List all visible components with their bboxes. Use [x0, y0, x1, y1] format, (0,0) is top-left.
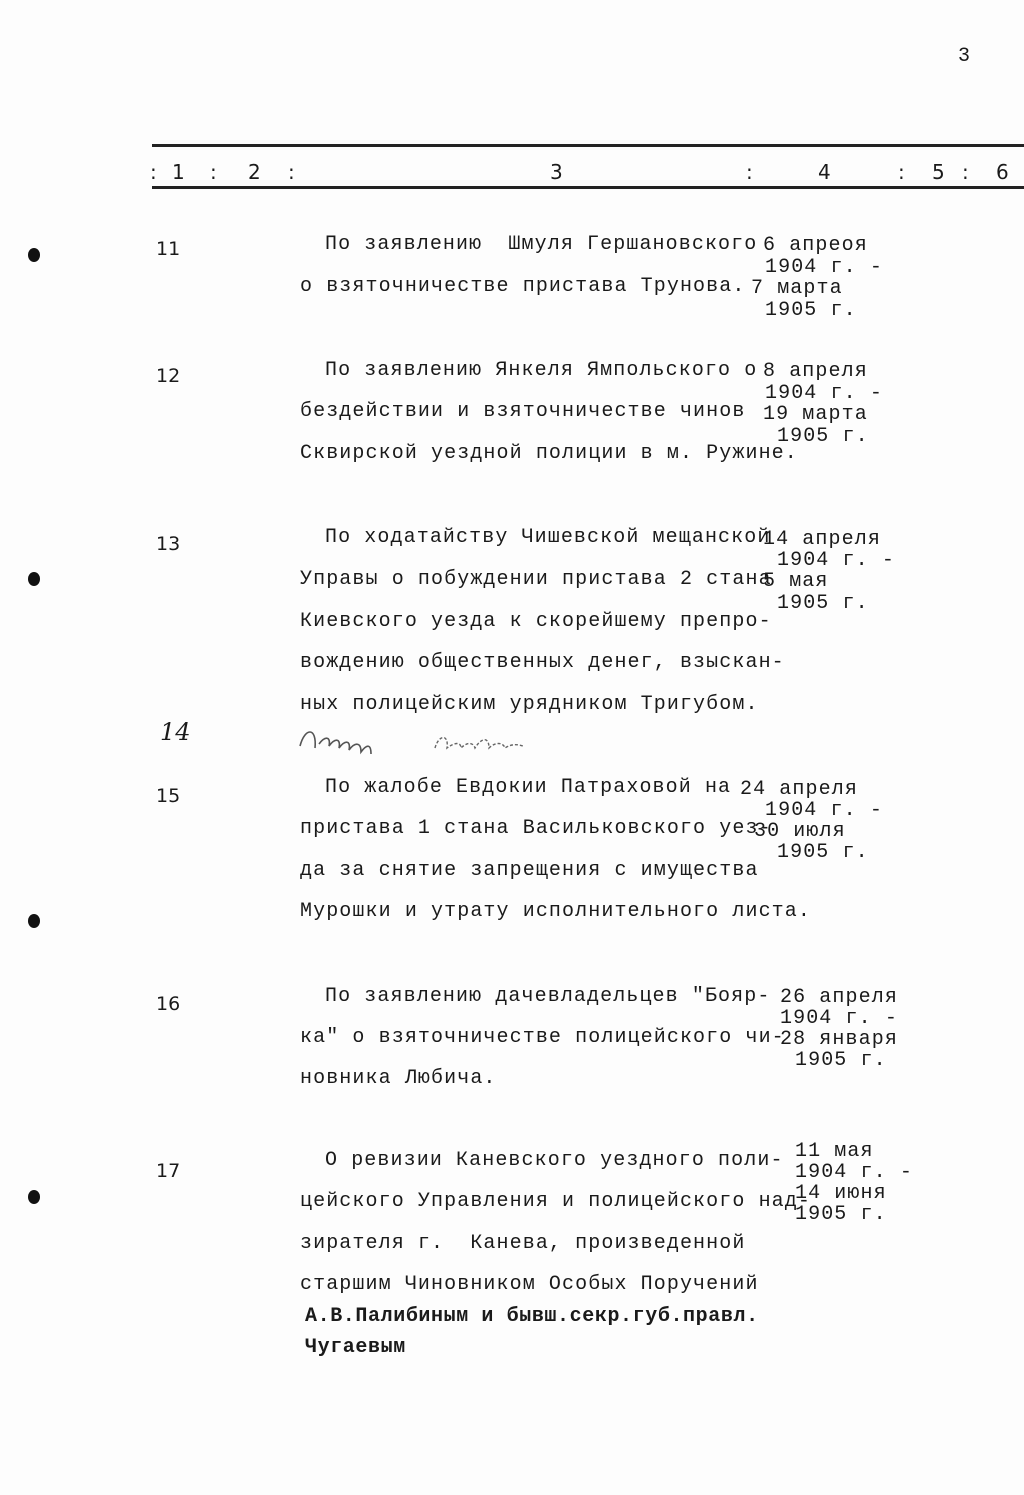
entry-date-line: 14 апреля [763, 528, 881, 551]
entry-date-line: 1905 г. [777, 425, 869, 448]
binder-hole-mark [28, 914, 40, 928]
entry-number: 15 [156, 785, 181, 807]
table-header-bottom-rule [152, 186, 1024, 189]
entry-date-line: 1905 г. [795, 1203, 887, 1226]
header-column-label: : [898, 160, 905, 184]
entry-date-line: 1905 г. [777, 592, 869, 615]
entry-description-line: вождению общественных денег, взыскан- [300, 651, 785, 674]
entry-date-line: 1904 г. - [765, 799, 883, 822]
entry-description-line: Киевского уезда к скорейшему препро- [300, 610, 772, 633]
entry-description-line: цейского Управления и полицейского над- [300, 1190, 811, 1213]
entry-date-line: 1904 г. - [780, 1007, 898, 1030]
entry-description-line: зирателя г. Канева, произведенной [300, 1232, 746, 1255]
entry-date-line: 8 апреля [763, 360, 868, 383]
entry-date-line: 6 апреоя [763, 234, 868, 257]
entry-description-line: По заявлению дачевладельцев "Бояр- [325, 985, 771, 1008]
entry-description-line: да за снятие запрещения с имущества [300, 859, 759, 882]
header-column-label: 3 [550, 160, 563, 184]
entry-date-line: 1904 г. - [795, 1161, 913, 1184]
entry-description-line: ных полицейским урядником Тригубом. [300, 693, 759, 716]
entry-date-line: 1905 г. [795, 1049, 887, 1072]
header-column-label: : [962, 160, 969, 184]
header-column-label: : [746, 160, 753, 184]
entry-date-line: 1904 г. - [777, 549, 895, 572]
entry-description-line: По заявлению Шмуля Гершановского [325, 233, 758, 256]
entry-description-line: новника Любича. [300, 1067, 497, 1090]
entry-description-line: ка" о взяточничестве полицейского чи- [300, 1026, 785, 1049]
header-column-label: 6 [996, 160, 1009, 184]
entry-description-line: О ревизии Каневского уездного поли- [325, 1149, 784, 1172]
entry-date-line: 1905 г. [777, 841, 869, 864]
handwritten-entry-number: 14 [160, 718, 191, 746]
entry-date-line: 1904 г. - [765, 382, 883, 405]
header-column-label: 2 [248, 160, 261, 184]
header-column-label: 4 [818, 160, 831, 184]
table-header-top-rule [152, 144, 1024, 147]
entry-description-line: По заявлению Янкеля Ямпольского о [325, 359, 758, 382]
page-number: 3 [958, 45, 972, 68]
entry-number: 17 [156, 1160, 181, 1182]
entry-date-line: 1904 г. - [765, 256, 883, 279]
entry-description-line: пристава 1 стана Васильковского уез- [300, 817, 772, 840]
entry-date-line: 30 июля [754, 820, 846, 843]
binder-hole-mark [28, 1190, 40, 1204]
entry-description-line: А.В.Палибиным и бывш.секр.губ.правл. [305, 1305, 759, 1328]
entry-date-line: 24 апреля [740, 778, 858, 801]
entry-description-line: Сквирской уездной полиции в м. Ружине. [300, 442, 798, 465]
header-column-label: : [150, 160, 157, 184]
entry-date-line: 1905 г. [765, 299, 857, 322]
binder-hole-mark [28, 572, 40, 586]
entry-date-line: 7 марта [751, 277, 843, 300]
entry-description-line: По ходатайству Чишевской мещанской [325, 526, 771, 549]
entry-number: 16 [156, 993, 181, 1015]
handwritten-signature-scribble [295, 722, 575, 756]
entry-number: 12 [156, 365, 181, 387]
entry-number: 11 [156, 238, 181, 260]
entry-description-line: старшим Чиновником Особых Поручений [300, 1273, 759, 1296]
entry-date-line: 28 января [780, 1028, 898, 1051]
entry-description-line: о взяточничестве пристава Трунова. [300, 275, 746, 298]
header-column-label: : [288, 160, 295, 184]
header-column-label: 5 [932, 160, 945, 184]
header-column-label: : [210, 160, 217, 184]
entry-date-line: 14 июня [795, 1182, 887, 1205]
header-column-label: 1 [172, 160, 185, 184]
entry-description-line: По жалобе Евдокии Патраховой на [325, 776, 732, 799]
entry-date-line: 26 апреля [780, 986, 898, 1009]
entry-description-line: Управы о побуждении пристава 2 стана [300, 568, 772, 591]
entry-date-line: 19 марта [763, 403, 868, 426]
entry-number: 13 [156, 533, 181, 555]
entry-description-line: Чугаевым [305, 1336, 406, 1359]
entry-date-line: 11 мая [795, 1140, 874, 1163]
entry-date-line: 5 мая [763, 570, 829, 593]
binder-hole-mark [28, 248, 40, 262]
entry-description-line: Мурошки и утрату исполнительного листа. [300, 900, 811, 923]
entry-description-line: бездействии и взяточничестве чинов [300, 400, 746, 423]
